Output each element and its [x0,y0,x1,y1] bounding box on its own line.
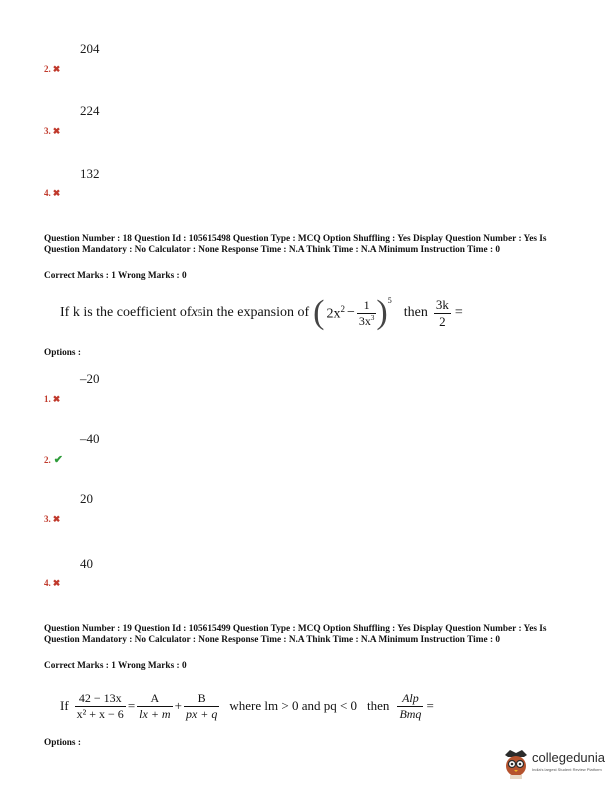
option-value: 224 [80,103,100,118]
owl-mascot-icon [502,747,530,781]
question-meta: Question Number : 18 Question Id : 105615498 Question Type : MCQ Option Shuffling : Yes Display Question Number : Yes Is Question Mandatory : No Calculator : None Response Time : N.A Think Time : N.A Minimum Instruction Time : 0 [44,234,547,255]
binomial-expression: ( $2x^2$ − $\frac{1}{3x^3}$ ) $^5$ [313,294,392,331]
option-number: 2. ✔ [44,454,63,466]
option-value: 20 [80,491,93,506]
logo-tagline: India's largest Student Review Platform [532,767,602,772]
question-text: If k is the coefficient of x 5 in the expansion of ( $2x^2$ − $\frac{1}{3x^3}$ ) $^5$ then $\frac{3k}{2}$ = [60,294,463,331]
cross-icon: ✖ [52,394,61,404]
option-value: 132 [80,166,100,181]
question-marks: Correct Marks : 1 Wrong Marks : 0 [44,661,187,671]
option-number: 1. ✖ [44,394,61,404]
check-icon: ✔ [53,454,63,466]
option-value: –20 [80,371,100,386]
cross-icon: ✖ [52,578,61,588]
option-number: 2. ✖ [44,64,61,74]
option-number: 4. ✖ [44,188,61,198]
cross-icon: ✖ [52,514,61,524]
options-label: Options : [44,738,81,748]
option-number: 4. ✖ [44,578,61,588]
cross-icon: ✖ [52,188,61,198]
option-number: 3. ✖ [44,514,61,524]
option-number: 3. ✖ [44,126,61,136]
cross-icon: ✖ [52,64,61,74]
option-value: 204 [80,41,100,56]
option-value: 40 [80,556,93,571]
cross-icon: ✖ [52,126,61,136]
logo-text: collegedunia [532,750,606,765]
collegedunia-logo [502,747,606,783]
question-text: If $\frac{42 - 13x}{\text{x² + x − 6}}$ = $\frac{A}{lx + m}$ + $\frac{B}{px + q}$ where lm > 0 and pq < 0 then $\frac{\text{Alp}}{\text{Bmq}}$ = [60,690,434,721]
option-value: –40 [80,431,100,446]
question-meta: Question Number : 19 Question Id : 105615499 Question Type : MCQ Option Shuffling : Yes Display Question Number : Yes Is Question Mandatory : No Calculator : None Response Time : N.A Think Time : N.A Minimum Instruction Time : 0 [44,624,547,645]
question-marks: Correct Marks : 1 Wrong Marks : 0 [44,271,187,281]
options-label: Options : [44,348,81,358]
